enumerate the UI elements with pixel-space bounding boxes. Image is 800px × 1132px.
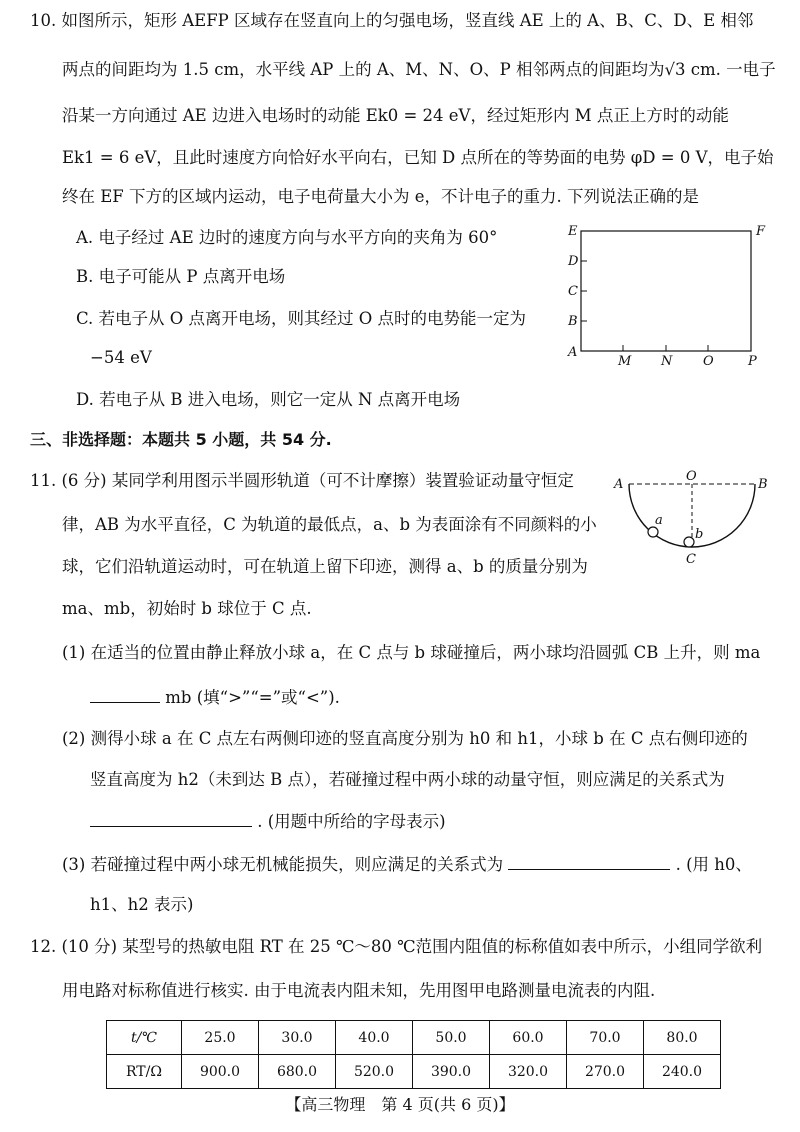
q10-rectangle-figure — [560, 220, 780, 370]
q10-line-5: 终在 EF 下方的区域内运动，电子电荷量大小为 e，不计电子的重力. 下列说法正确的是 — [62, 187, 699, 206]
q11-part3-prefix: (3) 若碰撞过程中两小球无机械能损失，则应满足的关系式为 — [62, 855, 504, 874]
label-o: O — [703, 354, 714, 369]
q10-line-4: Ek1 = 6 eV，且此时速度方向恰好水平向右，已知 D 点所在的等势面的电势 φD = 0 V，电子始 — [62, 148, 774, 167]
table-cell: 520.0 — [336, 1055, 413, 1089]
label-ball-b: b — [695, 527, 704, 542]
table-cell: 270.0 — [567, 1055, 644, 1089]
table-row-resistance — [107, 1055, 721, 1089]
label-a: A — [568, 345, 578, 360]
q11-line-1: 11. (6 分) 某同学利用图示半圆形轨道（可不计摩擦）装置验证动量守恒定 — [30, 471, 574, 490]
label-p: P — [748, 354, 757, 369]
table-cell: 320.0 — [490, 1055, 567, 1089]
q11-part1-suffix: mb (填“>”“=”或“<”). — [165, 688, 340, 707]
q10-option-c-value: −54 eV — [90, 348, 152, 367]
q11-line-3: 球，它们沿轨道运动时，可在轨道上留下印迹，测得 a、b 的质量分别为 — [62, 557, 588, 576]
q10-option-a: A. 电子经过 AE 边时的速度方向与水平方向的夹角为 60° — [76, 228, 498, 247]
label-f: F — [756, 224, 766, 239]
q10-option-d: D. 若电子从 B 进入电场，则它一定从 N 点离开电场 — [76, 390, 461, 409]
table-cell: 240.0 — [644, 1055, 721, 1089]
q10-option-b: B. 电子可能从 P 点离开电场 — [76, 267, 286, 286]
q11-part1-line-1: (1) 在适当的位置由静止释放小球 a，在 C 点与 b 球碰撞后，两小球均沿圆弧 CB 上升，则 ma — [62, 643, 761, 662]
thermistor-table — [106, 1020, 721, 1089]
table-cell: 390.0 — [413, 1055, 490, 1089]
q11-part3-line-2: h1、h2 表示) — [90, 895, 194, 914]
q11-part3-suffix: . (用 h0、 — [675, 855, 752, 874]
table-cell: 40.0 — [336, 1021, 413, 1055]
table-cell: 50.0 — [413, 1021, 490, 1055]
label-b-point: B — [758, 477, 768, 492]
q11-part3-line-1 — [62, 851, 752, 877]
section-heading: 三、非选择题：本题共 5 小题，共 54 分. — [30, 430, 332, 449]
label-m: M — [618, 354, 632, 369]
q11-part2-line-2: 竖直高度为 h2（未到达 B 点），若碰撞过程中两小球的动量守恒，则应满足的关系式为 — [90, 770, 725, 789]
row-header-temperature: t/℃ — [107, 1021, 182, 1055]
table-cell: 680.0 — [259, 1055, 336, 1089]
q11-part2-line-3 — [90, 808, 446, 834]
q12-line-2: 用电路对标称值进行核实. 由于电流表内阻未知，先用图甲电路测量电流表的内阻. — [62, 981, 656, 1000]
label-c-point: C — [686, 552, 696, 567]
q11-part2-line-1: (2) 测得小球 a 在 C 点左右两侧印迹的竖直高度分别为 h0 和 h1，小球 b 在 C 点右侧印迹的 — [62, 729, 748, 748]
q12-line-1: 12. (10 分) 某型号的热敏电阻 RT 在 25 ℃～80 ℃范围内阻值的标称值如表中所示，小组同学欲利 — [30, 937, 763, 956]
q11-semicircle-figure — [610, 470, 780, 570]
q10-option-c: C. 若电子从 O 点离开电场，则其经过 O 点时的电势能一定为 — [76, 309, 527, 328]
answer-blank-3[interactable] — [508, 851, 670, 870]
q10-line-3: 沿某一方向通过 AE 边进入电场时的动能 Ek0 = 24 eV，经过矩形内 M 点正上方时的动能 — [62, 106, 729, 125]
table-cell: 900.0 — [182, 1055, 259, 1089]
row-header-resistance: RT/Ω — [107, 1055, 182, 1089]
label-ball-a: a — [655, 513, 663, 528]
q10-line-1: 10. 如图所示，矩形 AEFP 区域存在竖直向上的匀强电场，竖直线 AE 上的 A、B、C、D、E 相邻 — [30, 11, 754, 30]
table-cell: 25.0 — [182, 1021, 259, 1055]
q11-line-2: 律，AB 为水平直径，C 为轨道的最低点，a、b 为表面涂有不同颜料的小 — [62, 515, 597, 534]
table-cell: 80.0 — [644, 1021, 721, 1055]
q11-line-4: ma、mb，初始时 b 球位于 C 点. — [62, 599, 312, 618]
label-c: C — [568, 284, 578, 299]
table-cell: 70.0 — [567, 1021, 644, 1055]
table-cell: 60.0 — [490, 1021, 567, 1055]
label-d: D — [568, 254, 579, 269]
label-b: B — [568, 314, 578, 329]
ball-b — [684, 537, 694, 547]
label-o-point: O — [686, 470, 697, 484]
label-e: E — [568, 224, 578, 239]
label-a-point: A — [614, 477, 624, 492]
q10-line-2: 两点的间距均为 1.5 cm，水平线 AP 上的 A、M、N、O、P 相邻两点的间距均为√3 cm. 一电子 — [62, 60, 776, 79]
ball-a — [648, 527, 658, 537]
page-footer: 【高三物理 第 4 页(共 6 页)】 — [285, 1095, 515, 1114]
table-cell: 30.0 — [259, 1021, 336, 1055]
label-n: N — [661, 354, 673, 369]
q11-part2-suffix: . (用题中所给的字母表示) — [257, 812, 446, 831]
answer-blank-1[interactable] — [90, 684, 160, 703]
q11-part1-line-2 — [90, 684, 340, 710]
field-rectangle — [581, 231, 751, 351]
answer-blank-2[interactable] — [90, 808, 252, 827]
table-row-temperature — [107, 1021, 721, 1055]
